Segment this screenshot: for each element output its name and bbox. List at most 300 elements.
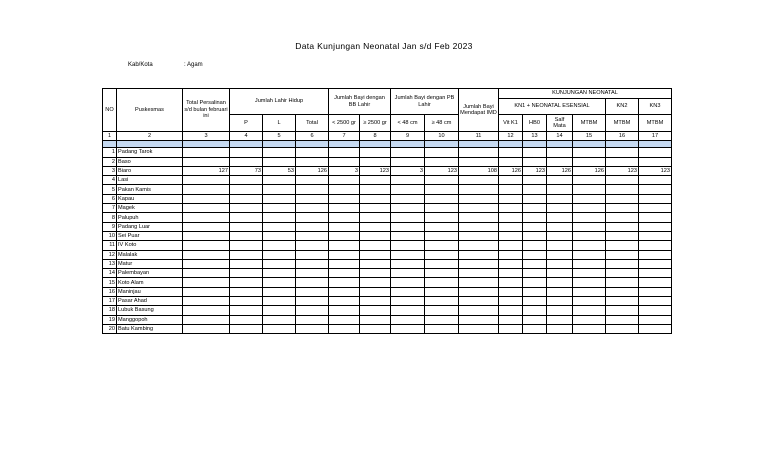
data-cell [263, 315, 296, 324]
data-cell [183, 315, 230, 324]
data-cell [183, 204, 230, 213]
data-cell [391, 324, 425, 333]
header-bb-ge: ≥ 2500 gr [360, 115, 391, 132]
data-cell [183, 213, 230, 222]
data-cell [459, 250, 499, 259]
data-cell [547, 324, 573, 333]
data-cell [263, 213, 296, 222]
table-row [103, 250, 672, 259]
highlight-row [103, 141, 672, 148]
table-row [103, 148, 672, 157]
data-cell [573, 278, 606, 287]
header-total-persalinan: Total Persalinan s/d bulan februari ini [183, 89, 230, 132]
puskesmas-name: Lubuk Basung [117, 306, 183, 315]
data-cell [263, 324, 296, 333]
data-cell [606, 315, 639, 324]
data-cell [230, 269, 263, 278]
data-cell [230, 287, 263, 296]
data-cell [360, 269, 391, 278]
data-cell [296, 269, 329, 278]
data-cell [523, 250, 547, 259]
data-cell [459, 297, 499, 306]
data-cell [547, 297, 573, 306]
data-cell [230, 278, 263, 287]
data-cell [391, 306, 425, 315]
data-cell [523, 213, 547, 222]
header-salf-mata: Salf Mata [547, 115, 573, 132]
data-cell [523, 278, 547, 287]
data-cell [639, 231, 672, 240]
data-cell [547, 185, 573, 194]
data-cell [391, 297, 425, 306]
data-cell [573, 176, 606, 185]
data-cell [459, 287, 499, 296]
data-cell [639, 213, 672, 222]
data-cell [639, 250, 672, 259]
data-cell: 123 [425, 166, 459, 175]
data-cell [360, 157, 391, 166]
data-cell [459, 306, 499, 315]
puskesmas-name: Padang Luar [117, 222, 183, 231]
row-number: 19 [103, 315, 117, 324]
row-number: 15 [103, 278, 117, 287]
column-number: 4 [230, 132, 263, 141]
header-kn2: KN2 [606, 99, 639, 115]
data-cell [230, 231, 263, 240]
data-cell [296, 306, 329, 315]
row-number: 12 [103, 250, 117, 259]
data-cell [523, 222, 547, 231]
column-number: 10 [425, 132, 459, 141]
data-cell [360, 315, 391, 324]
data-cell [329, 250, 360, 259]
table-row [103, 157, 672, 166]
row-number: 14 [103, 269, 117, 278]
data-cell: 3 [329, 166, 360, 175]
data-cell [639, 204, 672, 213]
data-cell [639, 287, 672, 296]
data-cell [499, 194, 523, 203]
data-cell [425, 185, 459, 194]
data-cell [263, 148, 296, 157]
data-cell [573, 297, 606, 306]
data-cell [459, 157, 499, 166]
row-number: 2 [103, 157, 117, 166]
data-cell [263, 231, 296, 240]
data-cell [230, 306, 263, 315]
data-cell [263, 222, 296, 231]
data-cell [547, 204, 573, 213]
puskesmas-name: Matur [117, 259, 183, 268]
data-cell: 123 [523, 166, 547, 175]
highlight-cell [499, 141, 523, 148]
puskesmas-name: Baso [117, 157, 183, 166]
report-title: Data Kunjungan Neonatal Jan s/d Feb 2023 [295, 41, 473, 51]
data-cell: 123 [606, 166, 639, 175]
data-cell [499, 241, 523, 250]
data-cell [573, 324, 606, 333]
highlight-cell [523, 141, 547, 148]
row-number: 1 [103, 148, 117, 157]
table-row [103, 213, 672, 222]
data-cell [360, 194, 391, 203]
data-cell [183, 287, 230, 296]
data-cell [329, 306, 360, 315]
data-cell [183, 250, 230, 259]
puskesmas-name: Pakan Kamis [117, 185, 183, 194]
data-cell [639, 176, 672, 185]
data-cell: 3 [391, 166, 425, 175]
data-cell [459, 185, 499, 194]
data-cell [573, 241, 606, 250]
data-cell [425, 297, 459, 306]
data-cell [183, 241, 230, 250]
highlight-cell [329, 141, 360, 148]
table-row [103, 269, 672, 278]
data-cell [296, 259, 329, 268]
data-cell [296, 213, 329, 222]
data-cell [425, 287, 459, 296]
data-cell [573, 157, 606, 166]
data-cell [263, 157, 296, 166]
data-cell [573, 148, 606, 157]
data-cell [329, 269, 360, 278]
data-cell [391, 213, 425, 222]
data-cell [230, 250, 263, 259]
data-cell [329, 148, 360, 157]
puskesmas-name: Pasar Ahad [117, 297, 183, 306]
data-cell [606, 194, 639, 203]
data-cell [329, 241, 360, 250]
data-cell [523, 204, 547, 213]
header-lahir-hidup: Jumlah Lahir Hidup [230, 89, 329, 115]
puskesmas-name: Batu Kambing [117, 324, 183, 333]
data-cell [360, 176, 391, 185]
puskesmas-name: Lasi [117, 176, 183, 185]
data-cell [263, 250, 296, 259]
header-hb0: HB0 [523, 115, 547, 132]
data-cell [230, 185, 263, 194]
data-cell [639, 269, 672, 278]
column-number: 14 [547, 132, 573, 141]
data-cell [263, 259, 296, 268]
data-cell [547, 259, 573, 268]
highlight-cell [117, 141, 183, 148]
data-cell [183, 185, 230, 194]
data-cell [425, 241, 459, 250]
data-cell [606, 278, 639, 287]
data-cell [547, 315, 573, 324]
data-cell [296, 287, 329, 296]
data-cell [606, 204, 639, 213]
data-cell [459, 324, 499, 333]
data-cell: 73 [230, 166, 263, 175]
data-cell [459, 148, 499, 157]
data-cell [459, 278, 499, 287]
data-cell [391, 222, 425, 231]
data-cell [391, 157, 425, 166]
data-cell [296, 204, 329, 213]
data-cell [263, 297, 296, 306]
data-cell [329, 259, 360, 268]
data-cell [329, 204, 360, 213]
data-cell [547, 194, 573, 203]
data-cell [425, 176, 459, 185]
data-cell [391, 241, 425, 250]
table-row [103, 166, 672, 175]
data-cell [391, 194, 425, 203]
data-cell [523, 269, 547, 278]
puskesmas-name: Magek [117, 204, 183, 213]
data-cell [230, 241, 263, 250]
data-cell [296, 241, 329, 250]
data-cell [639, 315, 672, 324]
data-cell [639, 241, 672, 250]
kab-value: : Agam [184, 62, 203, 68]
column-number: 9 [391, 132, 425, 141]
data-cell [523, 231, 547, 240]
data-cell [573, 213, 606, 222]
data-cell [459, 231, 499, 240]
data-cell [230, 194, 263, 203]
data-cell [183, 278, 230, 287]
table-row [103, 241, 672, 250]
data-cell [360, 306, 391, 315]
row-number: 4 [103, 176, 117, 185]
data-cell [547, 222, 573, 231]
data-cell [183, 194, 230, 203]
data-cell [606, 185, 639, 194]
data-cell [499, 204, 523, 213]
data-cell [523, 259, 547, 268]
puskesmas-name: Palembayan [117, 269, 183, 278]
data-cell [360, 222, 391, 231]
data-cell [391, 315, 425, 324]
table-row [103, 324, 672, 333]
column-number: 16 [606, 132, 639, 141]
header-pb-lahir: Jumlah Bayi dengan PB Lahir [391, 89, 459, 115]
data-cell [360, 185, 391, 194]
highlight-cell [263, 141, 296, 148]
data-cell [639, 324, 672, 333]
data-cell [573, 259, 606, 268]
row-number: 10 [103, 231, 117, 240]
data-cell [391, 269, 425, 278]
header-total: Total [296, 115, 329, 132]
row-number: 11 [103, 241, 117, 250]
data-cell [425, 194, 459, 203]
data-cell [499, 176, 523, 185]
data-cell [425, 278, 459, 287]
data-cell [639, 306, 672, 315]
data-cell [606, 269, 639, 278]
data-cell [639, 259, 672, 268]
data-cell [183, 231, 230, 240]
table-row [103, 194, 672, 203]
data-cell: 126 [296, 166, 329, 175]
puskesmas-name: Maninjau [117, 287, 183, 296]
table-row [103, 278, 672, 287]
data-cell [296, 231, 329, 240]
data-cell [360, 231, 391, 240]
data-cell [523, 324, 547, 333]
data-cell [606, 176, 639, 185]
data-cell [296, 278, 329, 287]
data-cell: 127 [183, 166, 230, 175]
data-cell [263, 278, 296, 287]
data-cell [573, 194, 606, 203]
data-cell: 126 [573, 166, 606, 175]
data-cell [639, 148, 672, 157]
data-cell [499, 250, 523, 259]
data-cell [523, 157, 547, 166]
data-cell [425, 222, 459, 231]
row-number: 3 [103, 166, 117, 175]
data-cell [360, 148, 391, 157]
data-cell [183, 148, 230, 157]
data-cell [391, 148, 425, 157]
data-cell [459, 222, 499, 231]
data-cell [547, 278, 573, 287]
puskesmas-name: Malalak [117, 250, 183, 259]
data-cell [499, 287, 523, 296]
data-cell [183, 157, 230, 166]
data-cell [183, 324, 230, 333]
data-cell [573, 185, 606, 194]
table-row [103, 222, 672, 231]
data-cell [391, 287, 425, 296]
data-cell [547, 250, 573, 259]
data-cell [329, 157, 360, 166]
data-cell [639, 157, 672, 166]
header-puskesmas: Puskesmas [117, 89, 183, 132]
data-cell [296, 148, 329, 157]
data-cell [391, 259, 425, 268]
header-mtbm-kn1: MTBM [573, 115, 606, 132]
data-cell [573, 269, 606, 278]
data-cell: 53 [263, 166, 296, 175]
header-no: NO [103, 89, 117, 132]
data-cell [391, 231, 425, 240]
data-cell [499, 231, 523, 240]
puskesmas-name: IV Koto [117, 241, 183, 250]
data-cell [639, 185, 672, 194]
data-cell [329, 213, 360, 222]
row-number: 8 [103, 213, 117, 222]
data-cell [296, 157, 329, 166]
data-cell [296, 315, 329, 324]
row-number: 18 [103, 306, 117, 315]
data-cell [499, 315, 523, 324]
data-cell [547, 213, 573, 222]
data-cell [360, 287, 391, 296]
data-cell [296, 297, 329, 306]
puskesmas-name: Koto Alam [117, 278, 183, 287]
data-cell [183, 176, 230, 185]
data-cell [606, 297, 639, 306]
header-kn1: KN1 + NEONATAL ESENSIAL [499, 99, 606, 115]
data-cell [499, 259, 523, 268]
data-cell [360, 204, 391, 213]
table-row [103, 231, 672, 240]
data-cell [263, 269, 296, 278]
data-cell [296, 185, 329, 194]
data-cell [296, 324, 329, 333]
data-cell [329, 278, 360, 287]
data-cell [230, 213, 263, 222]
data-cell: 126 [547, 166, 573, 175]
table-row [103, 259, 672, 268]
data-cell [329, 194, 360, 203]
data-cell [606, 157, 639, 166]
column-number: 6 [296, 132, 329, 141]
puskesmas-name: Kapau [117, 194, 183, 203]
highlight-cell [573, 141, 606, 148]
data-cell [230, 157, 263, 166]
column-number: 17 [639, 132, 672, 141]
data-cell [263, 241, 296, 250]
puskesmas-name: Manggopoh [117, 315, 183, 324]
data-cell [329, 287, 360, 296]
data-cell [360, 324, 391, 333]
data-cell [296, 250, 329, 259]
data-cell [360, 241, 391, 250]
data-cell [523, 241, 547, 250]
data-cell [573, 315, 606, 324]
data-cell [606, 250, 639, 259]
data-cell [360, 297, 391, 306]
data-cell [499, 185, 523, 194]
data-cell [499, 148, 523, 157]
data-cell [263, 287, 296, 296]
data-cell [639, 278, 672, 287]
data-cell [360, 259, 391, 268]
data-cell [391, 250, 425, 259]
data-cell [547, 148, 573, 157]
data-cell [425, 269, 459, 278]
data-cell [606, 231, 639, 240]
data-cell [459, 194, 499, 203]
header-p: P [230, 115, 263, 132]
data-cell [391, 185, 425, 194]
data-cell [606, 241, 639, 250]
data-cell [425, 148, 459, 157]
header-mtbm-kn3: MTBM [639, 115, 672, 132]
data-cell [573, 204, 606, 213]
data-cell [523, 176, 547, 185]
data-cell [329, 231, 360, 240]
data-cell [499, 269, 523, 278]
data-cell [391, 204, 425, 213]
data-cell [459, 259, 499, 268]
table-row [103, 185, 672, 194]
data-cell [230, 315, 263, 324]
data-cell [573, 250, 606, 259]
data-cell [523, 148, 547, 157]
data-cell: 123 [639, 166, 672, 175]
row-number: 20 [103, 324, 117, 333]
data-cell [499, 324, 523, 333]
data-cell [183, 306, 230, 315]
header-l: L [263, 115, 296, 132]
data-cell [425, 231, 459, 240]
data-cell [606, 287, 639, 296]
row-number: 5 [103, 185, 117, 194]
data-cell [230, 204, 263, 213]
highlight-cell [547, 141, 573, 148]
table-row [103, 297, 672, 306]
data-cell: 126 [499, 166, 523, 175]
